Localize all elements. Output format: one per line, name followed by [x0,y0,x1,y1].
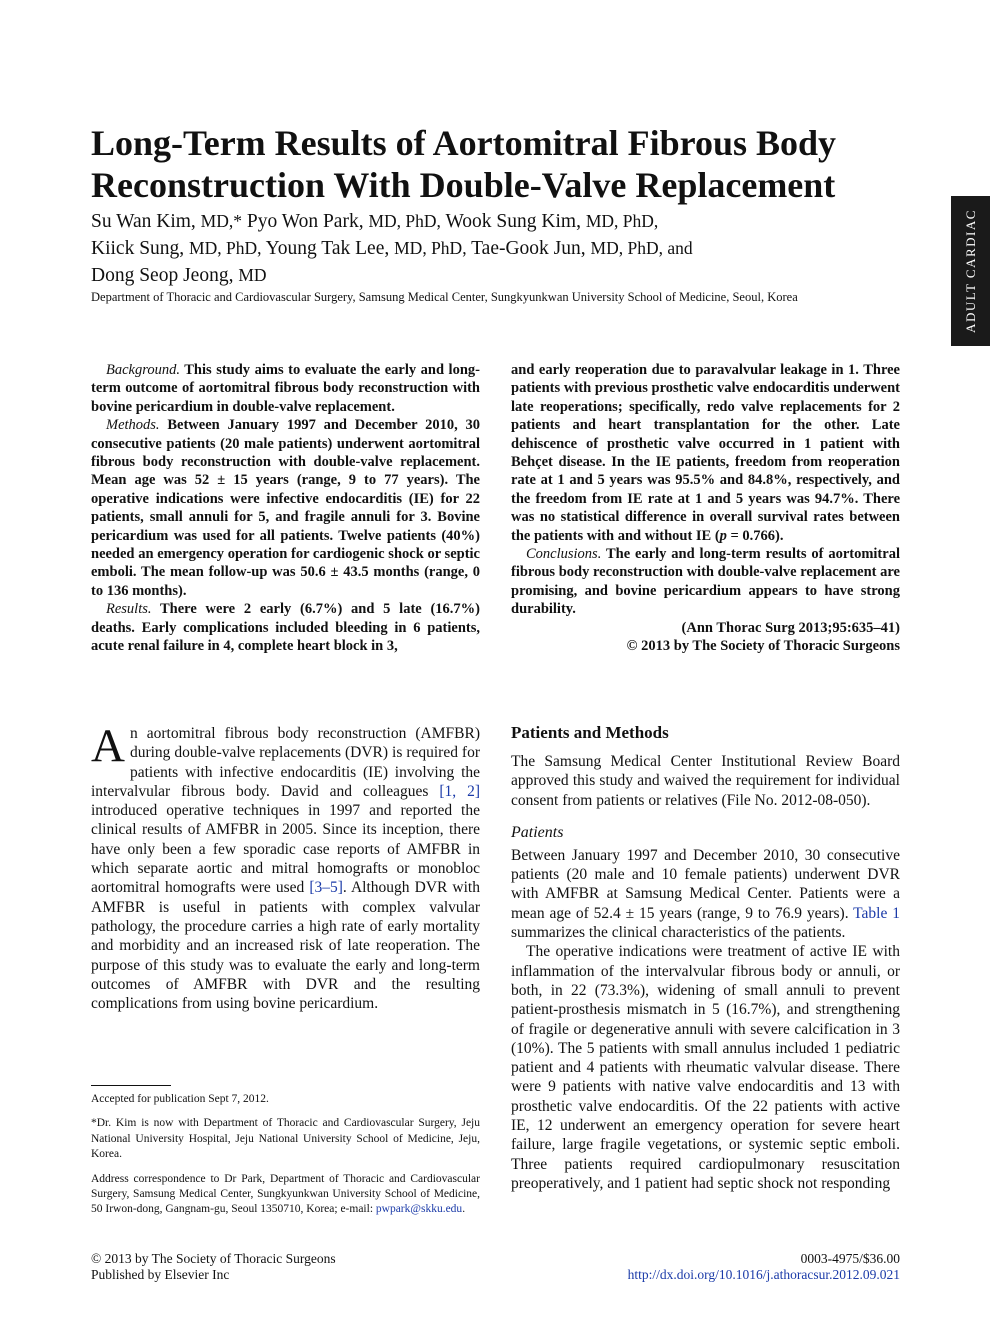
section-tab [951,196,990,346]
body-text: Between January 1997 and December 2010, 30 consecutive patients (20 male and 10 female patients) underwent DVR with AMFBR at Samsung Medical Center. Patients were a mean age of 52.4 ± 15 years (range, 9 to 76.9 years). [511,846,900,922]
abstract-text: and early reoperation due to paravalvular leakage in 1. Three patients with previous prosthetic valve endocarditis underwent late reoperations; specifically, redo valve replacements for 2 patients and heart transplantation for the other. Late dehiscence of prosthetic valve occurred in 1 patient with Behçet disease. In the IE patients, freedom from reoperation rate at 1 and 5 years was 95.5% and 84.8%, respectively, and the freedom from IE rate at 1 and 5 years was 94.7%. There was no statistical difference in overall survival rates between the patients with and without IE ( [511,362,900,544]
drop-cap: A [91,720,125,772]
article-title: Long-Term Results of Aortomitral Fibrous Body Reconstruction With Double-Valve Replacement [91,123,837,205]
footnote-divider [91,1085,171,1086]
footer-left [91,1251,336,1283]
author-name: Dong Seop Jeong [91,265,229,286]
reference-link[interactable]: [3–5] [309,879,343,897]
author-degree: MD, PhD, [585,211,659,231]
intro-paragraph [91,720,481,1013]
abstract-text: The early and long-term results of aortomitral fibrous body reconstruction with double-valve replacement are promising, and bovine pericardium appears to have strong durability. [511,546,900,618]
author-degree: MD, PhD, and [590,238,693,258]
author-note: *Dr. Kim is now with Department of Thoracic and Cardiovascular Surgery, Jeju National University Hospital, Jeju National University School of Medicine, Jeju, Korea. [91,1117,480,1161]
email-link[interactable]: pwpark@skku.edu [375,1203,463,1216]
footnotes [91,1092,480,1227]
abstract-label: Methods. [106,417,160,434]
author-name: Pyo Won Park [246,211,359,232]
author-degree: MD [238,265,267,285]
body-text: summarizes the clinical characteristics of the patients. [511,924,846,942]
doi-link[interactable]: http://dx.doi.org/10.1016/j.athoracsur.2012.09.021 [627,1267,900,1282]
abstract-text: Between January 1997 and December 2010, 30 consecutive patients (20 male patients) underwent aortomitral fibrous body reconstruction with double-valve replacement. Mean age was 52 ± 15 years (range, 9 to 77 years). The operative indications were infective endocarditis (IE) for 22 patients, small annuli for 5, and fragile annuli for 3. Bovine pericardium was used for all patients. Twelve patients (40%) needed an emergency operation for cardiogenic shock or septic emboli. The mean follow-up was 50.6 ± 43.5 months (range, 0 to 136 months). [91,417,481,599]
reference-link[interactable]: [1, 2] [439,782,481,800]
abstract-right-column [511,361,900,656]
author-name: Kiick Sung [91,238,180,259]
author-list: Su Wan Kim, MD,* Pyo Won Park, MD, PhD, Wook Sung Kim, MD, PhD, Kiick Sung, MD, PhD, Young Tak Lee, MD, PhD, Tae-Gook Jun, MD, PhD, and Dong Seop Jeong, MD [91,211,693,286]
author-name: Young Tak Lee [265,238,385,259]
affiliation: Department of Thoracic and Cardiovascular Surgery, Samsung Medical Center, Sungkyunkwan University School of Medicine, Seoul, Korea [91,290,798,304]
introduction-column [91,720,481,1013]
footer-copyright: © 2013 by The Society of Thoracic Surgeons [91,1251,336,1266]
abstract-background [91,361,480,416]
abstract-citation: (Ann Thorac Surg 2013;95:635–41) [681,619,900,636]
abstract-conclusions [511,545,900,619]
patients-paragraph [511,846,900,942]
address-text: Address correspondence to Dr Park, Department of Thoracic and Cardiovascular Surgery, Samsung Medical Center, Sungkyunkwan University School of Medicine, 50 Irwon-dong, Gangnam-gu, Seoul 1350710, Korea; e-mail: [91,1172,480,1216]
irb-paragraph: The Samsung Medical Center Institutional Review Board approved this study and waived the requirement for individual consent from patients or relatives (File No. 2012-08-050). [511,753,900,809]
body-text: n aortomitral fibrous body reconstruction (AMFBR) during double-valve replacements (DVR) is required for patients with infective endocarditis (IE) involving the intervalvular fibrous body. David and colleagues [91,725,480,800]
section-tab-label: ADULT CARDIAC [962,209,978,333]
abstract-label: Results. [106,601,152,618]
abstract-text: This study aims to evaluate the early and long-term outcome of aortomitral fibrous body reconstruction with bovine pericardium in double-valve replacement. [91,362,480,415]
abstract-left-column [91,361,480,656]
author-name: Su Wan Kim [91,211,191,232]
author-degree: MD, PhD, [368,211,441,231]
body-text: . Although DVR with AMFBR is useful in patients with complex valvular pathology, the procedure carries a high rate of early mortality and morbidity and an increased risk of late reoperation. The purpose of this study was to evaluate the early and long-term outcomes of AMFBR with DVR and the resulting complications from using bovine pericardium. [91,879,480,1013]
abstract-copyright: © 2013 by The Society of Thoracic Surgeons [626,638,900,655]
abstract-results [91,600,480,655]
author-degree: MD,* [200,211,242,231]
indications-paragraph: The operative indications were treatment of active IE with inflammation of the intervalvular fibrous body or annuli, or both, in 22 (73.3%), widening of small annuli to prevent patient-prosthesis mismatch in 5 (16.7%), and strengthening of fragile or degenerative annuli with severe calcification in 3 (10%). The 5 patients with small annulus included 1 pediatric patient and 4 patients with rheumatic valvular disease. There were 9 patients with native valve endocarditis and 13 with prosthetic valve endocarditis. Of the 22 patients with active IE, 12 underwent an emergency operation for severe heart failure, large fragile vegetations, or systemic septic emboli. Three patients required cardiopulmonary resuscitation preoperatively, and 1 patient had septic shock not responding [511,943,900,1192]
author-degree: MD, PhD, [189,238,262,258]
abstract-results-continued [511,361,900,545]
table-link[interactable]: Table 1 [853,904,900,922]
abstract-label: Background. [106,362,180,378]
address-end: . [462,1203,466,1216]
footer-right [560,1251,900,1283]
author-name: Wook Sung Kim [445,211,577,232]
author-name: Tae-Gook Jun [471,238,581,259]
abstract-text: = 0.766). [726,527,784,544]
author-degree: MD, PhD, [394,238,467,258]
accepted-date: Accepted for publication Sept 7, 2012. [91,1093,269,1105]
footer-publisher: Published by Elsevier Inc [91,1267,230,1282]
subsection-heading: Patients [511,823,564,841]
abstract-label: Conclusions. [526,546,602,563]
body-text: introduced operative techniques in 1997 and reported the clinical results of AMFBR in 2005. Since its inception, there have only been a few sporadic case reports of AMFBR in which separate aortic and mitral homografts or monobloc aortomitral homografts were used [91,802,480,897]
methods-column [511,722,900,1193]
p-symbol: p [719,527,727,544]
abstract-methods [91,416,480,600]
issn-price: 0003-4975/$36.00 [800,1251,900,1266]
abstract-text: There were 2 early (6.7%) and 5 late (16.7%) deaths. Early complications included bleeding in 6 patients, acute renal failure in 4, complete heart block in 3, [91,601,480,655]
section-heading: Patients and Methods [511,723,669,742]
correspondence [91,1172,480,1218]
